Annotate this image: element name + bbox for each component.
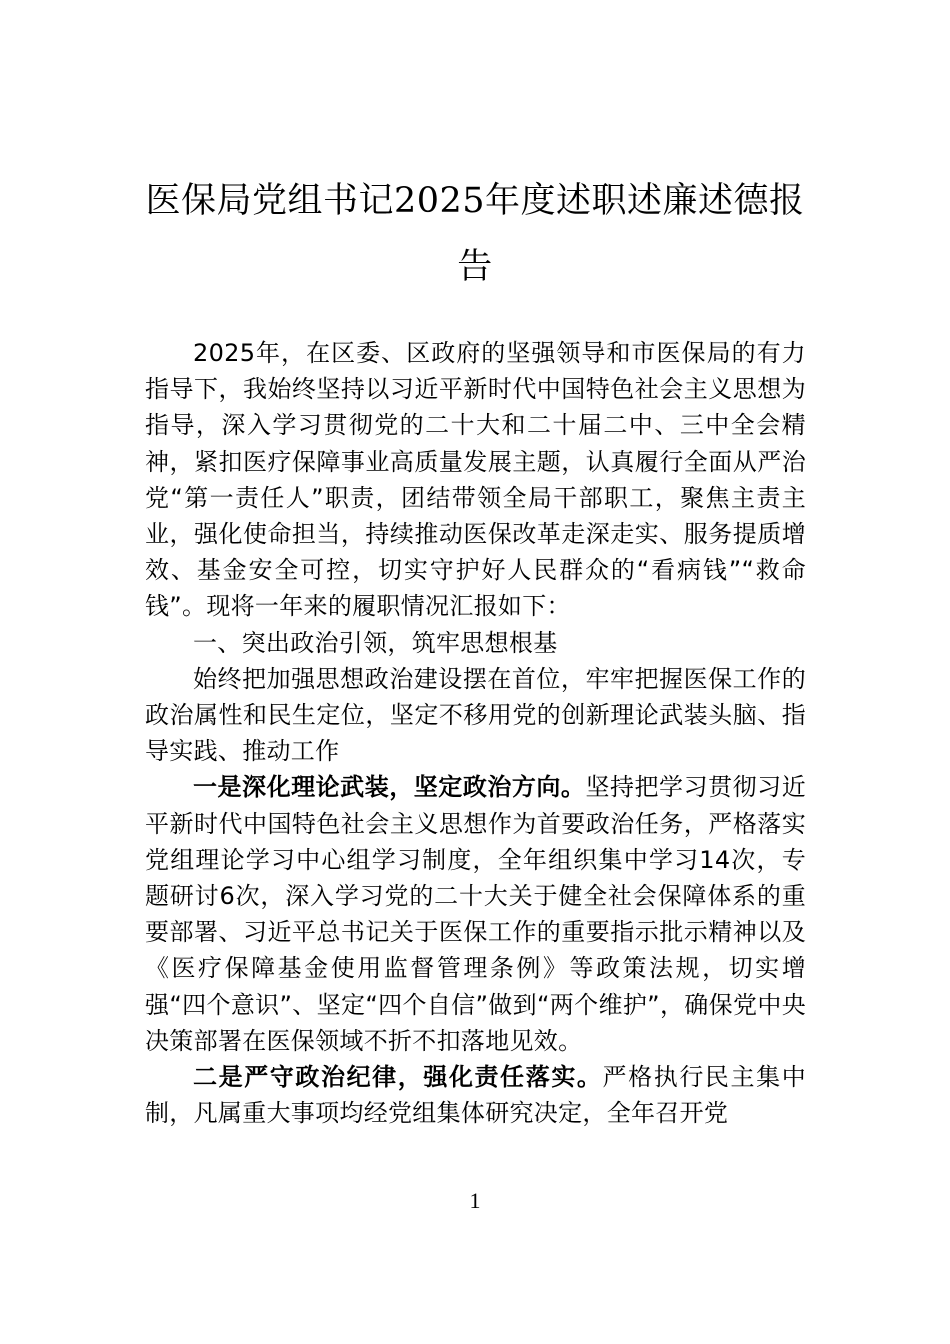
point-one-lead: 一是深化理论武装，坚定政治方向。	[193, 773, 586, 802]
document-body	[145, 335, 806, 1131]
paragraph-text: 始终把加强思想政治建设摆在首位，牢牢把握医保工作的政治属性和民生定位，坚定不移用党的创新理论武装头脑、指导实践、推动工作	[145, 664, 806, 766]
paragraph-section-summary	[145, 661, 806, 770]
paragraph-point-one	[145, 769, 806, 1059]
paragraph-text: 坚持把学习贯彻习近平新时代中国特色社会主义思想作为首要政治任务，严格落实党组理论学习中心组学习制度，全年组织集中学习14次，专题研讨6次，深入学习党的二十大关于健全社会保障体系的重要部署、习近平总书记关于医保工作的重要指示批示精神以及《医疗保障基金使用监督管理条例》等政策法规，切实增强“四个意识”、坚定“四个自信”做到“两个维护”，确保党中央决策部署在医保领域不折不扣落地见效。	[145, 773, 806, 1055]
point-two-lead: 二是严守政治纪律，强化责任落实。	[193, 1063, 603, 1092]
section-heading	[145, 625, 806, 661]
page-number: 1	[469, 1188, 481, 1213]
paragraph-text: 严格执行民主集中制，凡属重大事项均经党组集体研究决定，全年召开党	[145, 1063, 806, 1128]
paragraph-point-two	[145, 1059, 806, 1131]
section-heading-text: 一、突出政治引领，筑牢思想根基	[193, 628, 558, 657]
paragraph-text: 2025年，在区委、区政府的坚强领导和市医保局的有力指导下，我始终坚持以习近平新时代中国特色社会主义思想为指导，深入学习贯彻党的二十大和二十届二中、三中全会精神，紧扣医疗保障事业高质量发展主题，认真履行全面从严治党“第一责任人”职责，团结带领全局干部职工，聚焦主责主业，强化使命担当，持续推动医保改革走深走实、服务提质增效、基金安全可控，切实守护好人民群众的“看病钱”“救命钱”。现将一年来的履职情况汇报如下：	[145, 339, 806, 621]
paragraph-intro	[145, 335, 806, 625]
document-title: 医保局党组书记2025年度述职述廉述德报告	[145, 181, 805, 287]
